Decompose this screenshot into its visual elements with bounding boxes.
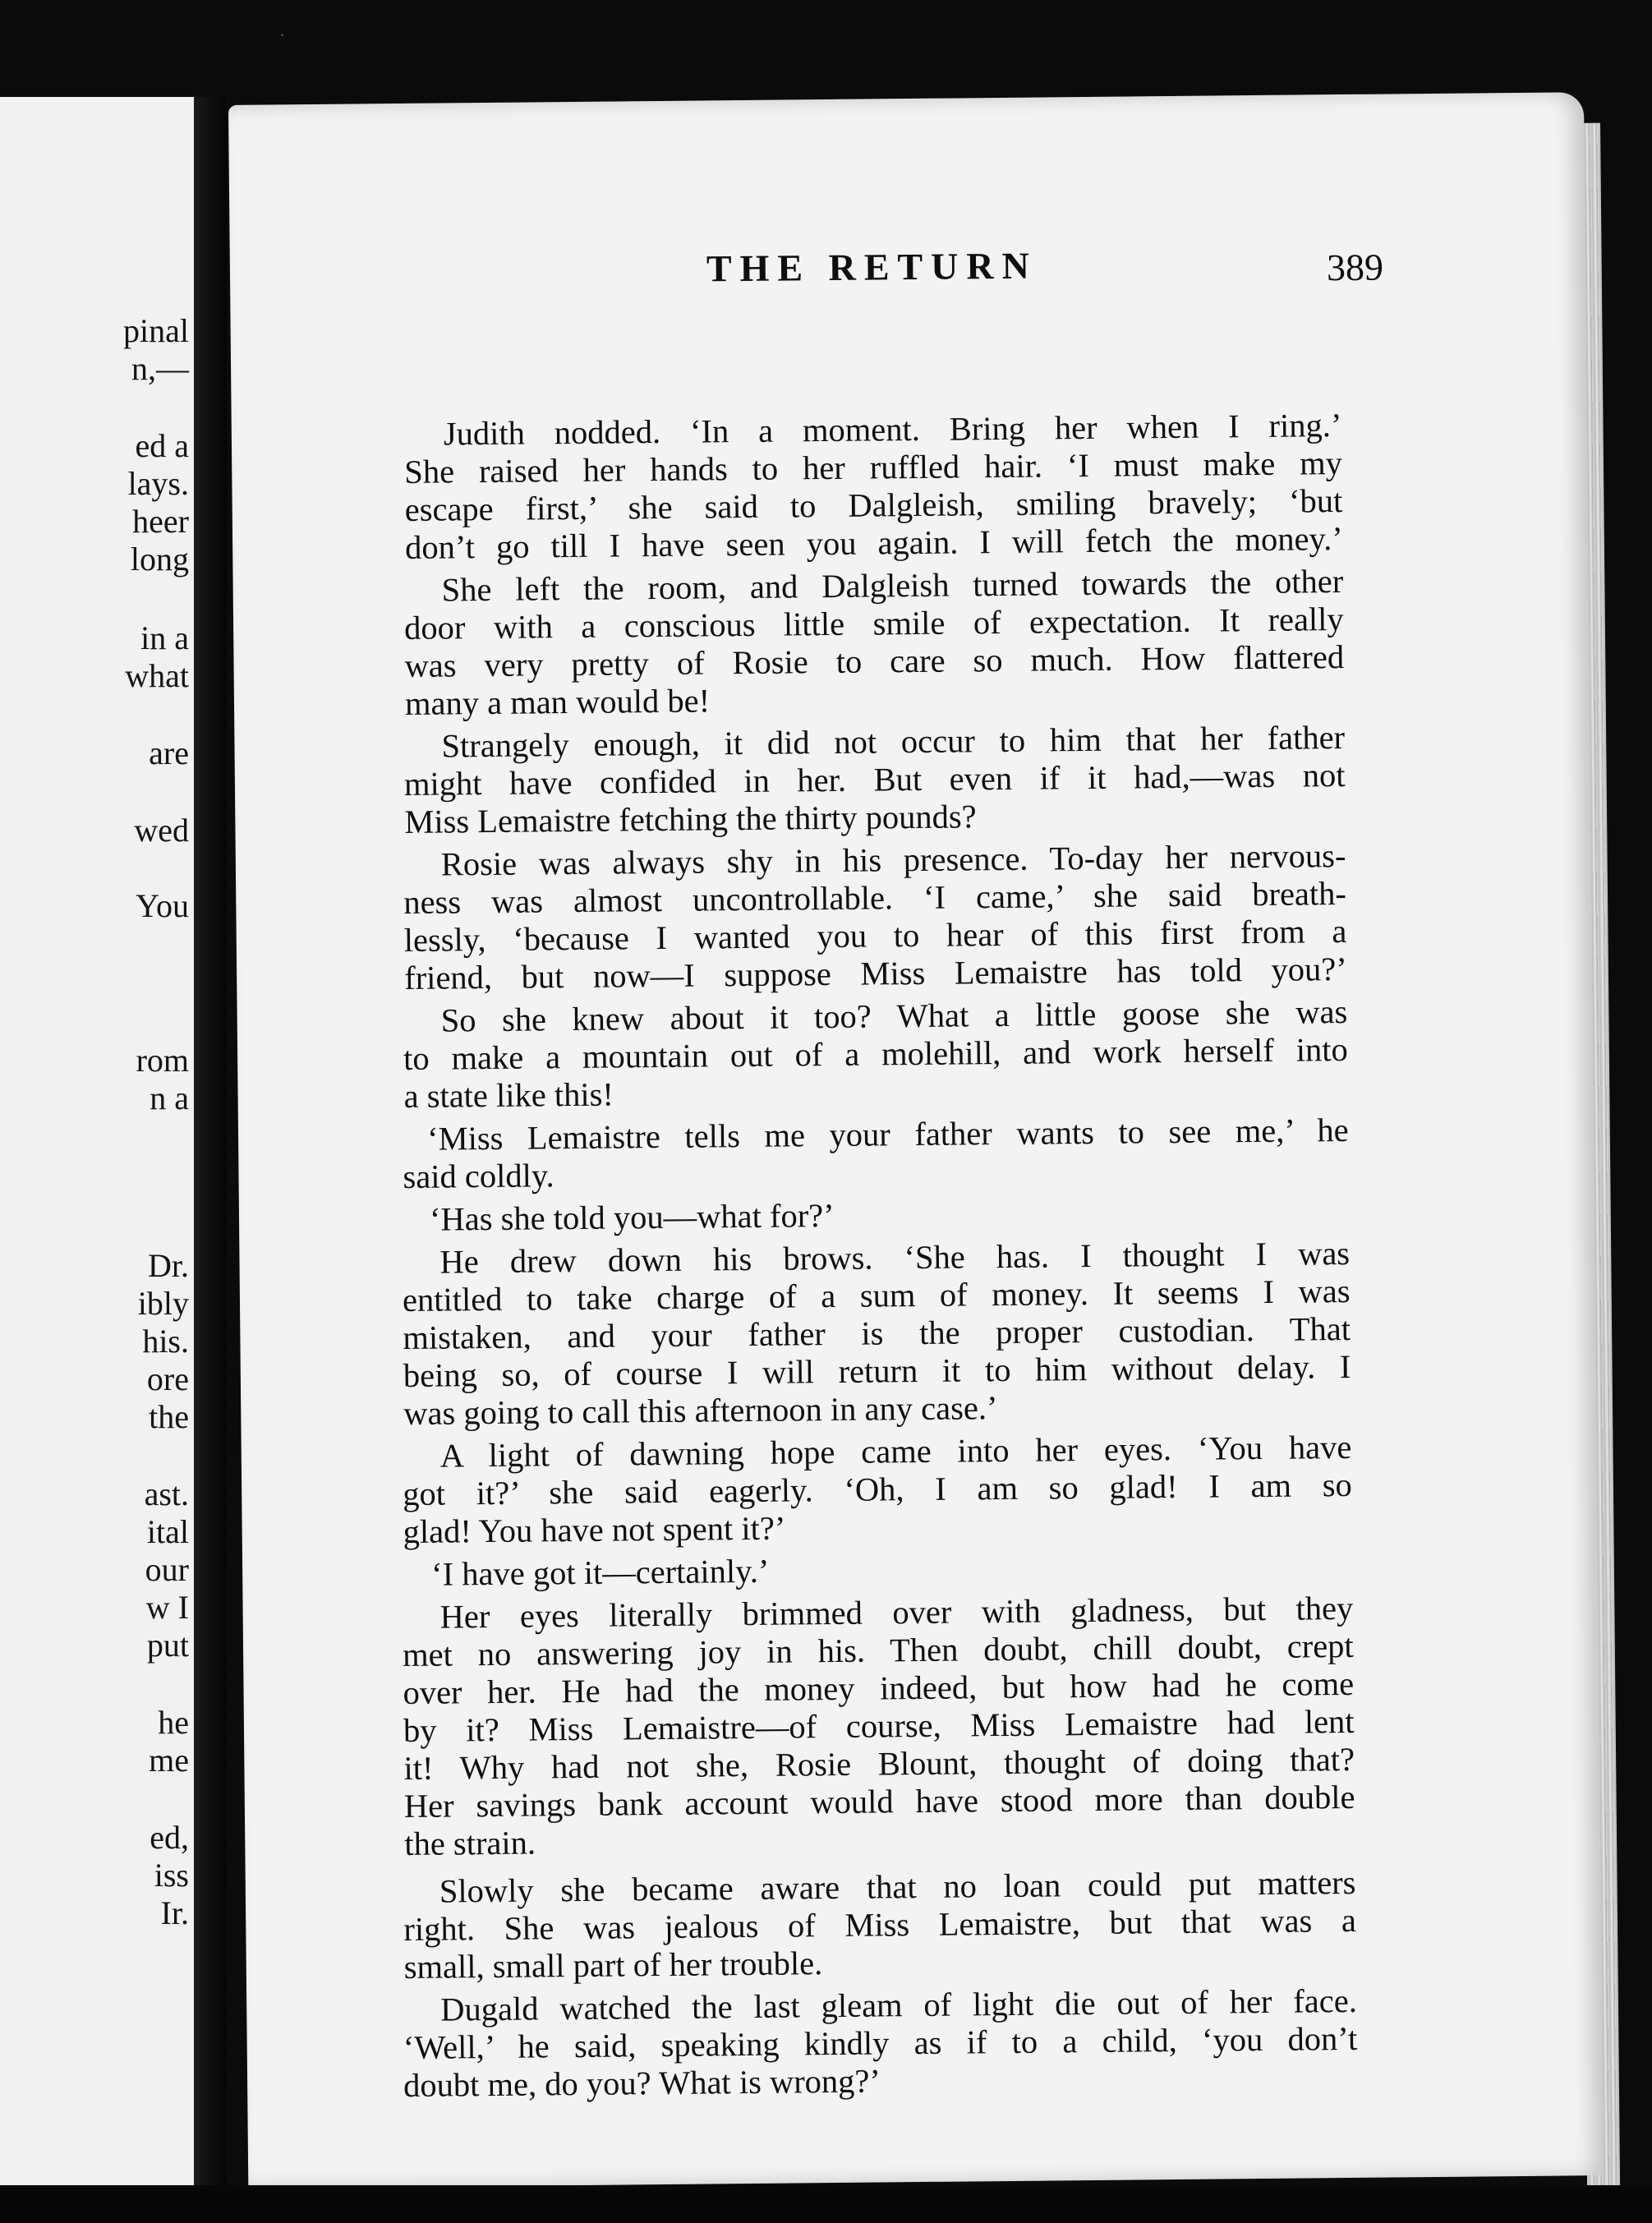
left-page-line: rom: [136, 1042, 189, 1079]
text-line: many a man would be!: [404, 682, 711, 722]
left-page-line: ed a: [135, 427, 189, 464]
left-page-line: n a: [150, 1079, 189, 1116]
text-line: Strangely enough, it did not occur to him that her father: [441, 718, 1346, 765]
text-line: right. She was jealous of Miss Lemaistre, but that was a: [403, 1901, 1357, 1949]
left-page-line: w I: [145, 1589, 189, 1626]
left-page-line: ast.: [144, 1475, 189, 1512]
text-line: A light of dawning hope came into her eyes. ‘You have: [439, 1428, 1352, 1475]
left-page-line: Dr.: [148, 1247, 189, 1284]
left-page-line: me: [149, 1742, 189, 1779]
text-line: escape first,’ she said to Dalgleish, smiling bravely; ‘but: [404, 482, 1343, 528]
left-page-line: long: [130, 541, 189, 578]
text-line: to make a mountain out of a molehill, and work herself into: [403, 1030, 1348, 1078]
text-line: being so, of course I will return it to him without delay. I: [403, 1347, 1351, 1395]
left-page-line: his.: [142, 1323, 189, 1360]
previous-page: [0, 97, 199, 2200]
left-page-line: put: [146, 1627, 189, 1664]
running-header: [230, 238, 1586, 301]
left-page-line: what: [125, 657, 189, 694]
left-page-line: Ir.: [160, 1894, 189, 1931]
running-title: THE RETURN: [706, 244, 1038, 290]
text-line: Slowly she became aware that no loan could put matters: [439, 1863, 1356, 1910]
text-line: met no answering joy in his. Then doubt, chill doubt, crept: [402, 1627, 1354, 1674]
text-line: Judith nodded. ‘In a moment. Bring her when I ring.’: [443, 407, 1342, 453]
text-line: was very pretty of Rosie to care so much. How flattered: [404, 637, 1345, 684]
left-page-line: ed,: [150, 1819, 189, 1856]
left-page-line: lays.: [127, 465, 189, 502]
text-line: ‘Miss Lemaistre tells me your father wants to see me,’ he: [426, 1111, 1349, 1158]
text-line: She raised her hands to her ruffled hair. ‘I must make my: [404, 444, 1343, 490]
left-page-line: wed: [134, 812, 189, 849]
left-page-line: heer: [132, 503, 189, 540]
text-line: doubt me, do you? What is wrong?’: [403, 2062, 881, 2105]
text-line: don’t go till I have seen you again. I will fetch the money.’: [404, 520, 1343, 566]
left-page-line: n,—: [131, 350, 189, 387]
page-number: 389: [1326, 246, 1384, 289]
left-page-line: ore: [146, 1360, 189, 1397]
scan-bottom-edge: [0, 2185, 1652, 2223]
text-line: small, small part of her trouble.: [403, 1945, 823, 1986]
left-page-line: the: [149, 1398, 189, 1435]
left-page-line: ital: [146, 1513, 189, 1550]
text-line: Her savings bank account would have stood more than double: [403, 1778, 1355, 1825]
body-text: [230, 297, 1585, 2105]
text-line: Her eyes literally brimmed over with gladness, but they: [439, 1589, 1354, 1636]
text-line: ‘Has she told you—what for?’: [429, 1196, 835, 1238]
text-line: Miss Lemaistre fetching the thirty pounds?: [404, 798, 977, 840]
text-line: over her. He had the money indeed, but how had he come: [403, 1664, 1355, 1712]
text-line: Rosie was always shy in his presence. To-day her nervous-: [440, 836, 1346, 883]
text-line: lessly, ‘because I wanted you to hear of this first from a: [403, 912, 1347, 959]
text-line: friend, but now—I suppose Miss Lemaistre has told you?’: [403, 950, 1347, 996]
text-line: the strain.: [404, 1824, 536, 1863]
text-line: by it? Miss Lemaistre—of course, Miss Lemaistre had lent: [403, 1702, 1355, 1750]
text-line: She left the room, and Dalgleish turned towards the other: [441, 562, 1344, 609]
left-page-line: You: [136, 887, 189, 924]
left-page-line: ibly: [137, 1285, 189, 1322]
text-line: door with a conscious little smile of expectation. It really: [403, 600, 1344, 647]
text-line: entitled to take charge of a sum of money. It seems I was: [402, 1272, 1351, 1319]
text-line: mistaken, and your father is the proper custodian. That: [403, 1309, 1351, 1357]
text-line: said coldly.: [403, 1157, 555, 1196]
left-page-line: in a: [140, 619, 189, 656]
left-page-line: our: [145, 1551, 189, 1588]
text-line: ‘Well,’ he said, speaking kindly as if to a child, ‘you don’t: [403, 2019, 1358, 2067]
left-page-line: pinal: [123, 312, 189, 349]
text-line: got it?’ she said eagerly. ‘Oh, I am so glad! I am so: [403, 1466, 1352, 1513]
text-line: might have confided in her. But even if it had,—was not: [403, 756, 1346, 803]
text-line: ‘I have got it—certainly.’: [430, 1552, 770, 1593]
text-line: So she knew about it too? What a little goose she was: [440, 992, 1348, 1039]
text-line: Dugald watched the last gleam of light die out of her face.: [440, 1981, 1358, 2028]
left-page-line: he: [158, 1704, 189, 1741]
left-page-line: iss: [154, 1857, 189, 1894]
text-line: a state like this!: [403, 1075, 614, 1116]
scan-speck: ·: [279, 25, 286, 45]
text-line: glad! You have not spent it?’: [403, 1509, 786, 1551]
book-gutter: [194, 97, 227, 2200]
text-line: ness was almost uncontrollable. ‘I came,’ she said breath-: [403, 874, 1347, 921]
text-line: He drew down his brows. ‘She has. I thought I was: [439, 1234, 1351, 1281]
text-line: it! Why had not she, Rosie Blount, thought of doing that?: [403, 1740, 1355, 1788]
left-page-line: are: [149, 734, 189, 771]
text-line: was going to call this afternoon in any case.’: [403, 1389, 998, 1433]
book-page: [228, 92, 1604, 2188]
